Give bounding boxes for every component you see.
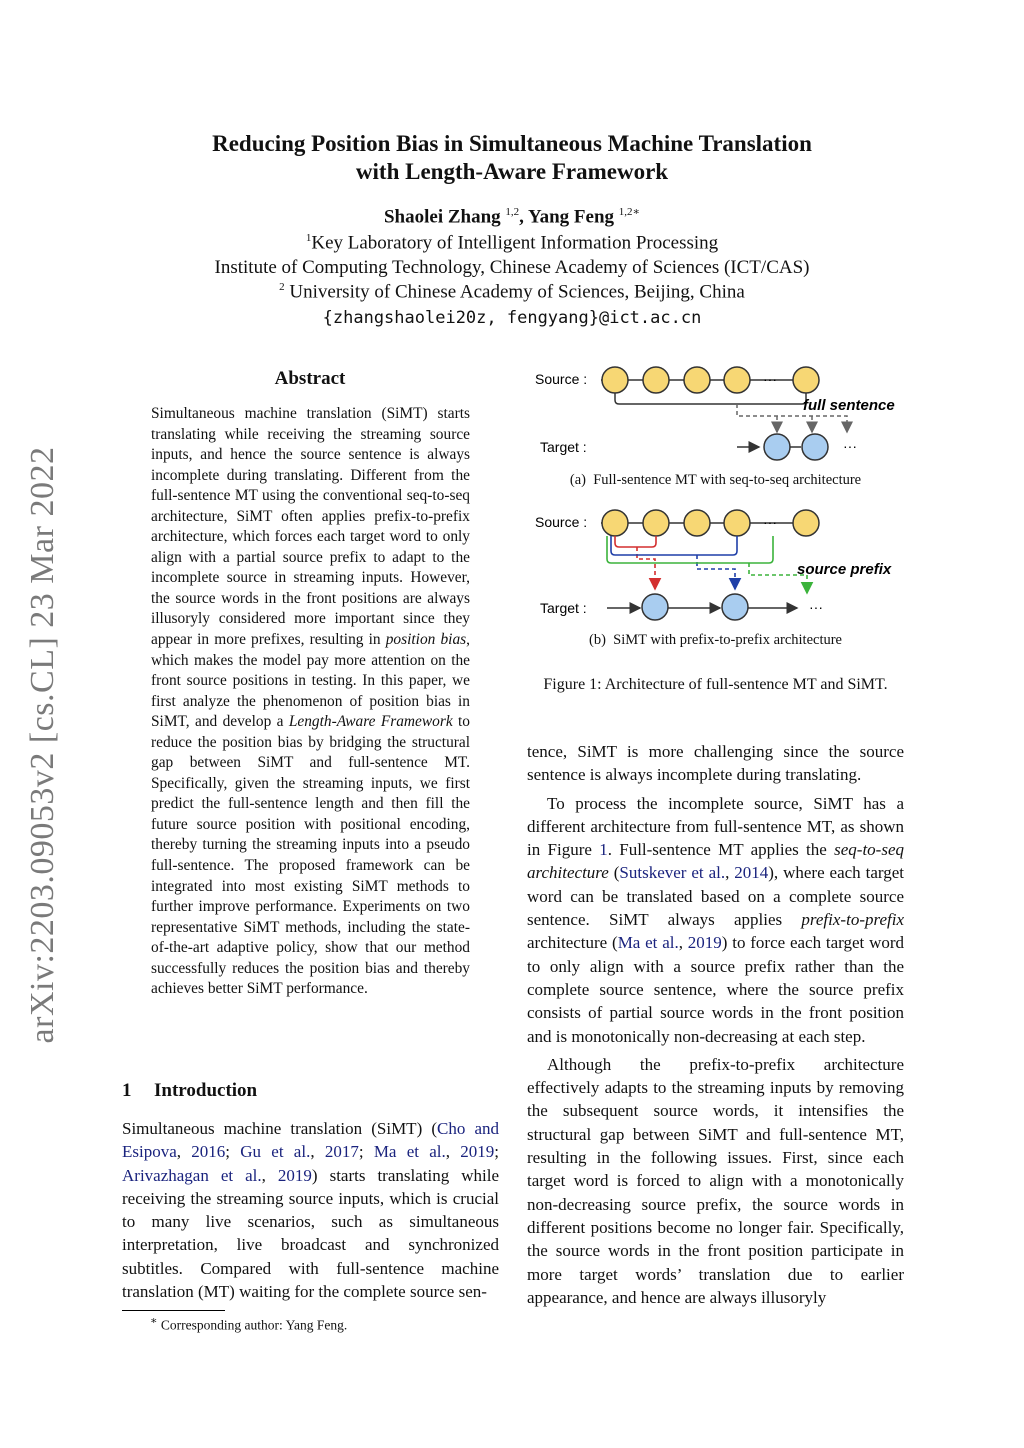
citation-link[interactable]: Arivazhagan et al. [122, 1165, 262, 1185]
affiliation-1-name: Key Laboratory of Intelligent Information Processing [311, 232, 719, 254]
text-run: . Full-sentence MT applies the [607, 840, 835, 860]
source-ellipsis: ··· [763, 514, 777, 530]
intro-text-2: ) starts translating while receiving the streaming source inputs, which is crucial to many live scenarios, such as simultaneous interpretation, live broadcast and synchronized subtitles. Compared with full-sentence machine translation (MT) waiting for the complete source sen- [122, 1165, 499, 1302]
paragraph-architecture: To process the incomplete source, SiMT has a different architecture from full-sentence MT, as shown in Figure 1. Full-sentence MT applies the seq-to-seq architecture (Sutskever et al., 2014), where each target word can be translated based on a complete source sentence. SiMT always applies prefix-to-prefix architecture (Ma et al., 2019) to force each target word to only align with a source prefix rather than the complete source sentence, where the source prefix consists of partial source words in the front position and is monotonically non-decreasing at each step. [527, 793, 905, 1046]
figure-1a-diagram [527, 360, 904, 470]
subfigure-caption-text: SiMT with prefix-to-prefix architecture [613, 632, 842, 648]
intro-paragraph: Simultaneous machine translation (SiMT) (Cho and Esipova, 2016; Gu et al., 2017; Ma et al., 2019; Arivazhagan et al., 2019) starts translating while receiving the streaming source inputs, which is crucial to many live scenarios, such as simultaneous interpretation, live broadcast and synchronized subtitles. Compared with full-sentence machine translation (MT) waiting for the complete source sen- [122, 1119, 499, 1302]
section-heading-introduction [122, 1080, 257, 1102]
source-label: Source : [535, 514, 588, 530]
affiliation-2 [0, 281, 1024, 303]
abstract-body [151, 404, 470, 1000]
figure-1-caption: Figure 1: Architecture of full-sentence MT and SiMT. [543, 676, 888, 693]
source-node [724, 367, 750, 393]
footnote-mark: ∗ [150, 1315, 158, 1327]
source-node-last [793, 367, 819, 393]
text-run: To process the incomplete source, SiMT has a different architecture from full-sentence MT, as shown in Figure [527, 793, 904, 860]
source-prefix-label: source prefix [797, 561, 892, 578]
title-line-1: Reducing Position Bias in Simultaneous Machine Translation [212, 131, 812, 156]
subfigure-caption-text: Full-sentence MT with seq-to-seq architecture [593, 472, 862, 488]
author-list: Shaolei Zhang $^{1,2}$, Yang Feng $^{1,2∗}$ [383, 206, 640, 228]
source-label: Source : [535, 371, 588, 387]
citation-year-link[interactable]: 2019 [460, 1142, 495, 1162]
citation-year-link[interactable]: 2019 [687, 933, 722, 953]
full-sentence-label: full sentence [803, 397, 895, 414]
citation-link[interactable]: Sutskever et al. [619, 863, 726, 883]
citation-year-link[interactable]: 2014 [734, 863, 769, 883]
source-node [602, 367, 628, 393]
citation-link[interactable]: Ma et al. [617, 933, 679, 953]
source-node [602, 510, 628, 536]
source-node [684, 510, 710, 536]
footnote-text: Corresponding author: Yang Feng. [160, 1317, 348, 1333]
footnote [150, 1314, 347, 1334]
target-ellipsis: ··· [843, 438, 857, 454]
source-node-last [793, 510, 819, 536]
text-run: architecture ( [527, 933, 618, 953]
abstract-text-1: Simultaneous machine translation (SiMT) starts translating while receiving the streaming source inputs, and hence the source sentence is always incomplete during translating. Different from the full-sentence MT using the conventional seq-to-seq architecture, SiMT often applies prefix-to-prefix architecture, which forces each target word to only align with a partial source prefix to adapt to the incomplete source in streaming inputs. However, the source words in the front positions are always illusoryly considered more important since they appear in more prefixes, resulting in [151, 405, 470, 649]
prefix-arrow-red [637, 547, 655, 589]
affiliation-2-mark: 2 [279, 281, 285, 293]
prefix-bracket-green [607, 536, 773, 563]
target-label: Target : [540, 600, 587, 616]
paper-title [0, 130, 1024, 186]
figure-1b-caption [527, 632, 904, 649]
author-1-affil: 1,2 [505, 206, 520, 218]
target-label: Target : [540, 439, 587, 455]
citation-link[interactable]: Cho and Esipova [122, 1119, 499, 1162]
abstract-text-3: to reduce the position bias by bridging the structural gap between SiMT and full-sentence MT. Specifically, given the streaming inputs, we first predict the full-sentence length and then fill the future source position with positional encoding, thereby turning the streaming inputs into a pseudo full-sentence. The proposed framework can be integrated into most existing SiMT methods to further improve performance. Experiments on two representative SiMT methods, including the state-of-the-art adaptive policy, show that our method successfully reduces the position bias and thereby achieves better SiMT performance. [151, 713, 470, 998]
author-email[interactable]: {zhangshaolei20z, fengyang}@ict.ac.cn [322, 308, 702, 328]
source-node [643, 510, 669, 536]
intro-text-1: Simultaneous machine translation (SiMT) ( [122, 1119, 437, 1138]
source-node [643, 367, 669, 393]
source-node [724, 510, 750, 536]
title-line-2: with Length-Aware Framework [355, 159, 669, 184]
abstract-heading: Abstract [274, 368, 346, 389]
emphasis: seq-to-seq architecture [527, 840, 904, 883]
arxiv-identifier[interactable]: arXiv:2203.09053v2 [cs.CL] 23 Mar 2022 [24, 446, 61, 1044]
prefix-arrow-blue [697, 555, 735, 589]
target-ellipsis: ··· [809, 599, 823, 615]
affiliation-1 [0, 232, 1024, 254]
paragraph-continuation: tence, SiMT is more challenging since the source sentence is always incomplete during translating. [527, 742, 904, 785]
figure-1b-diagram [527, 503, 904, 628]
text-run: ( [608, 863, 620, 883]
target-node [722, 594, 748, 620]
figure-1a-caption [527, 472, 904, 489]
citation-link[interactable]: Ma et al. [373, 1142, 446, 1162]
prefix-bracket-blue [611, 536, 737, 555]
text-run: ) to force each target word to only align with a source prefix rather than the complete source sentence, where the source prefix consists of partial source words in the front position and is monotonically non-decreasing at each step. [527, 933, 905, 1046]
subfigure-tag: (b) [588, 632, 606, 648]
section-title: Introduction [154, 1080, 258, 1101]
citation-link[interactable]: Gu et al. [240, 1142, 311, 1162]
section-number: 1 [122, 1080, 132, 1101]
paragraph-issues: Although the prefix-to-prefix architecture effectively adapts to the streaming inputs by removing the subsequent source words, it intensifies the structural gap between SiMT and full-sentence MT, resulting in the following issues. First, since each target word is forced to align with a monotonically non-decreasing source prefix, the source words in different positions become no longer fair. Specifically, the source words in the front position participate in more target words’ translation due to earlier appearance, and hence are always illusoryly [527, 1054, 904, 1307]
author-2-affil: 1,2∗ [618, 206, 640, 218]
figure-ref-link[interactable]: 1 [599, 840, 608, 860]
citation-year-link[interactable]: 2017 [324, 1142, 359, 1162]
citation-year-link[interactable]: 2019 [277, 1165, 312, 1185]
right-column-text [527, 740, 904, 1314]
author-2: Yang Feng [527, 206, 615, 228]
affiliation-2-name: University of Chinese Academy of Sciences, Beijing, China [289, 281, 745, 303]
source-node [684, 367, 710, 393]
abstract-emphasis-2: Length-Aware Framework [288, 713, 453, 731]
text-run: ), where each target word can be translated based on a complete source sentence. SiMT always applies [527, 863, 904, 930]
subfigure-tag: (a) [569, 472, 586, 488]
abstract-text-2: , which makes the model pay more attention on the front source positions in testing. In this paper, we first analyze the phenomenon of position bias in SiMT, and develop a [151, 631, 470, 731]
affiliation-1-mark: 1 [305, 232, 312, 244]
full-sentence-bracket [615, 393, 806, 404]
abstract-emphasis-1: position bias [385, 631, 467, 649]
footnote-rule [122, 1310, 225, 1311]
affiliation-1-institute: Institute of Computing Technology, Chinese Academy of Sciences (ICT/CAS) [214, 257, 810, 278]
target-node [802, 434, 828, 460]
source-ellipsis: ··· [763, 371, 777, 387]
emphasis: prefix-to-prefix [801, 910, 904, 930]
target-node [642, 594, 668, 620]
target-node [764, 434, 790, 460]
citation-year-link[interactable]: 2016 [191, 1142, 226, 1162]
author-1: Shaolei Zhang [383, 206, 501, 228]
prefix-bracket-red [615, 536, 656, 547]
